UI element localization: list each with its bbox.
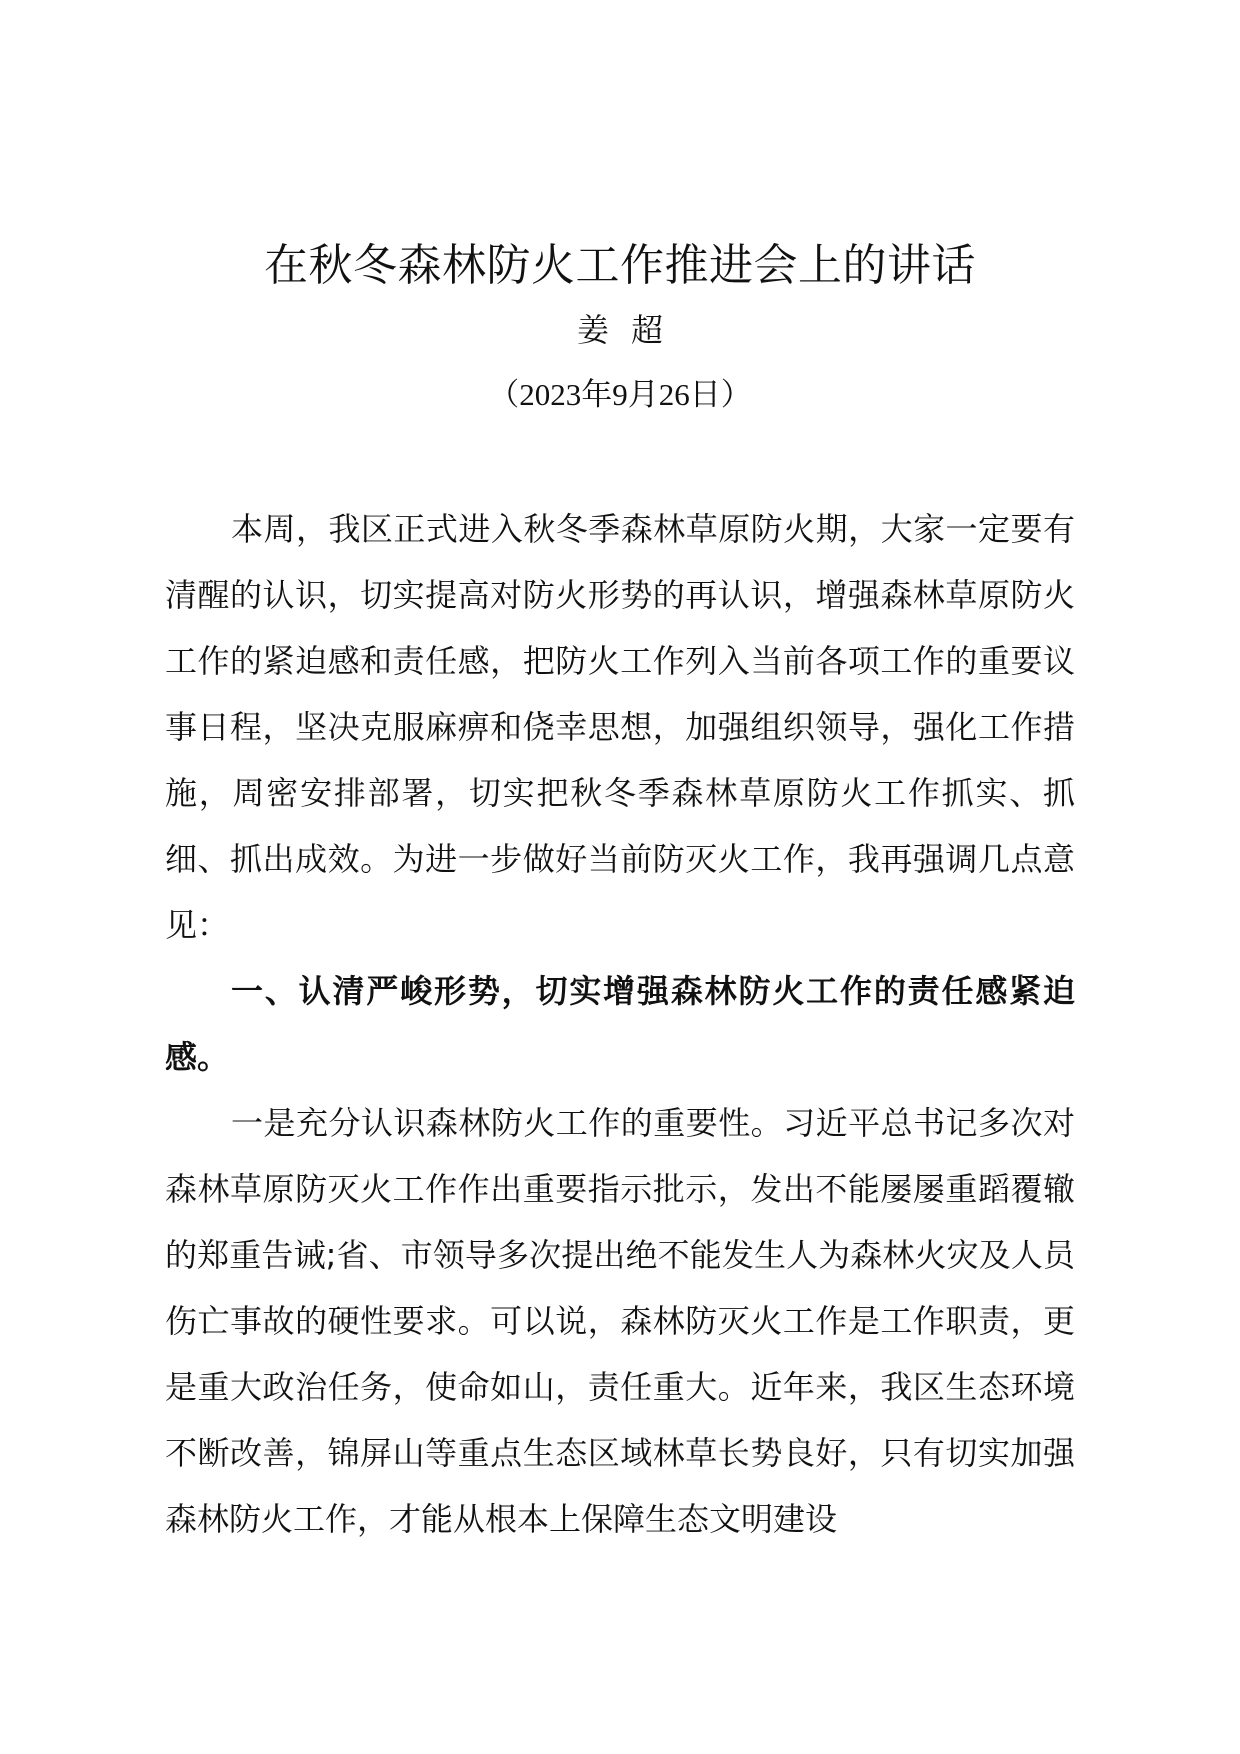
author-name: 姜超 (576, 311, 685, 349)
document-body (165, 496, 1075, 1552)
body-paragraph: 一是充分认识森林防火工作的重要性。习近平总书记多次对森林草原防灭火工作作出重要指示批示，发出不能屡屡重蹈覆辙的郑重告诫;省、市领导多次提出绝不能发生人为森林火灾及人员伤亡事故的硬性要求。可以说，森林防灭火工作是工作职责，更是重大政治任务，使命如山，责任重大。近年来，我区生态环境不断改善，锦屏山等重点生态区域林草长势良好，只有切实加强森林防火工作，才能从根本上保障生态文明建设 (165, 1104, 1075, 1538)
speech-date: （2023年9月26日） (488, 377, 752, 412)
intro-paragraph: 本周，我区正式进入秋冬季森林草原防火期，大家一定要有清醒的认识，切实提高对防火形势的再认识，增强森林草原防火工作的紧迫感和责任感，把防火工作列入当前各项工作的重要议事日程，坚决克服麻痹和侥幸思想，加强组织领导，强化工作措施，周密安排部署，切实把秋冬季森林草原防火工作抓实、抓细、抓出成效。为进一步做好当前防灭火工作，我再强调几点意见： (165, 510, 1075, 944)
section-heading-1: 一、认清严峻形势，切实增强森林防火工作的责任感紧迫感。 (165, 972, 1075, 1076)
document-title: 在秋冬森林防火工作推进会上的讲话 (264, 240, 976, 291)
